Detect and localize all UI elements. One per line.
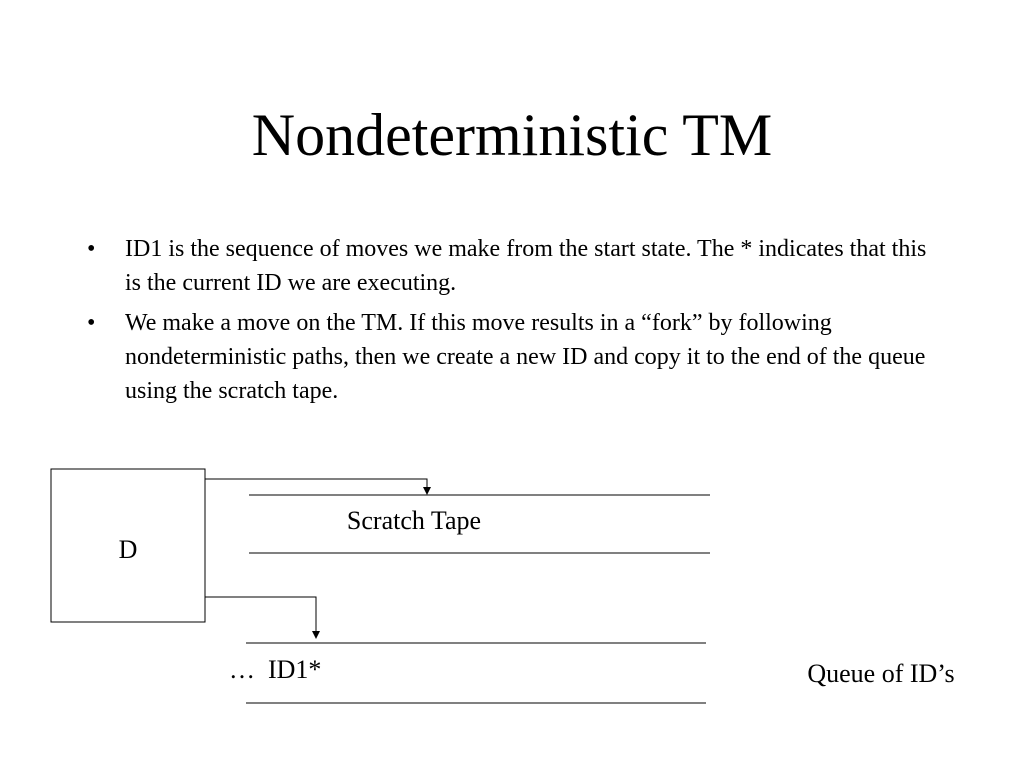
bullet-dot-icon: • <box>87 236 96 262</box>
queue-content: … ID1* <box>229 655 322 684</box>
scratch-tape-arrow <box>205 479 427 488</box>
scratch-tape-label: Scratch Tape <box>346 506 482 535</box>
scratch-tape-arrowhead-icon <box>423 487 431 495</box>
bullet-text: We make a move on the TM. If this move results in a “fork” by following nondeterministic paths, then we create a new ID and copy it to the end of the queue using the scratch tape. <box>125 310 926 404</box>
bullet-text: ID1 is the sequence of moves we make from the start state. The * indicates that this is the current ID we are executing. <box>125 236 927 296</box>
slide-title: Nondeterministic TM <box>251 102 773 168</box>
queue-label: Queue of ID’s <box>807 659 955 688</box>
control-box-label: D <box>118 535 138 564</box>
bullet-dot-icon: • <box>87 310 96 336</box>
queue-tape-arrow <box>205 597 316 632</box>
queue-tape-arrowhead-icon <box>312 631 320 639</box>
